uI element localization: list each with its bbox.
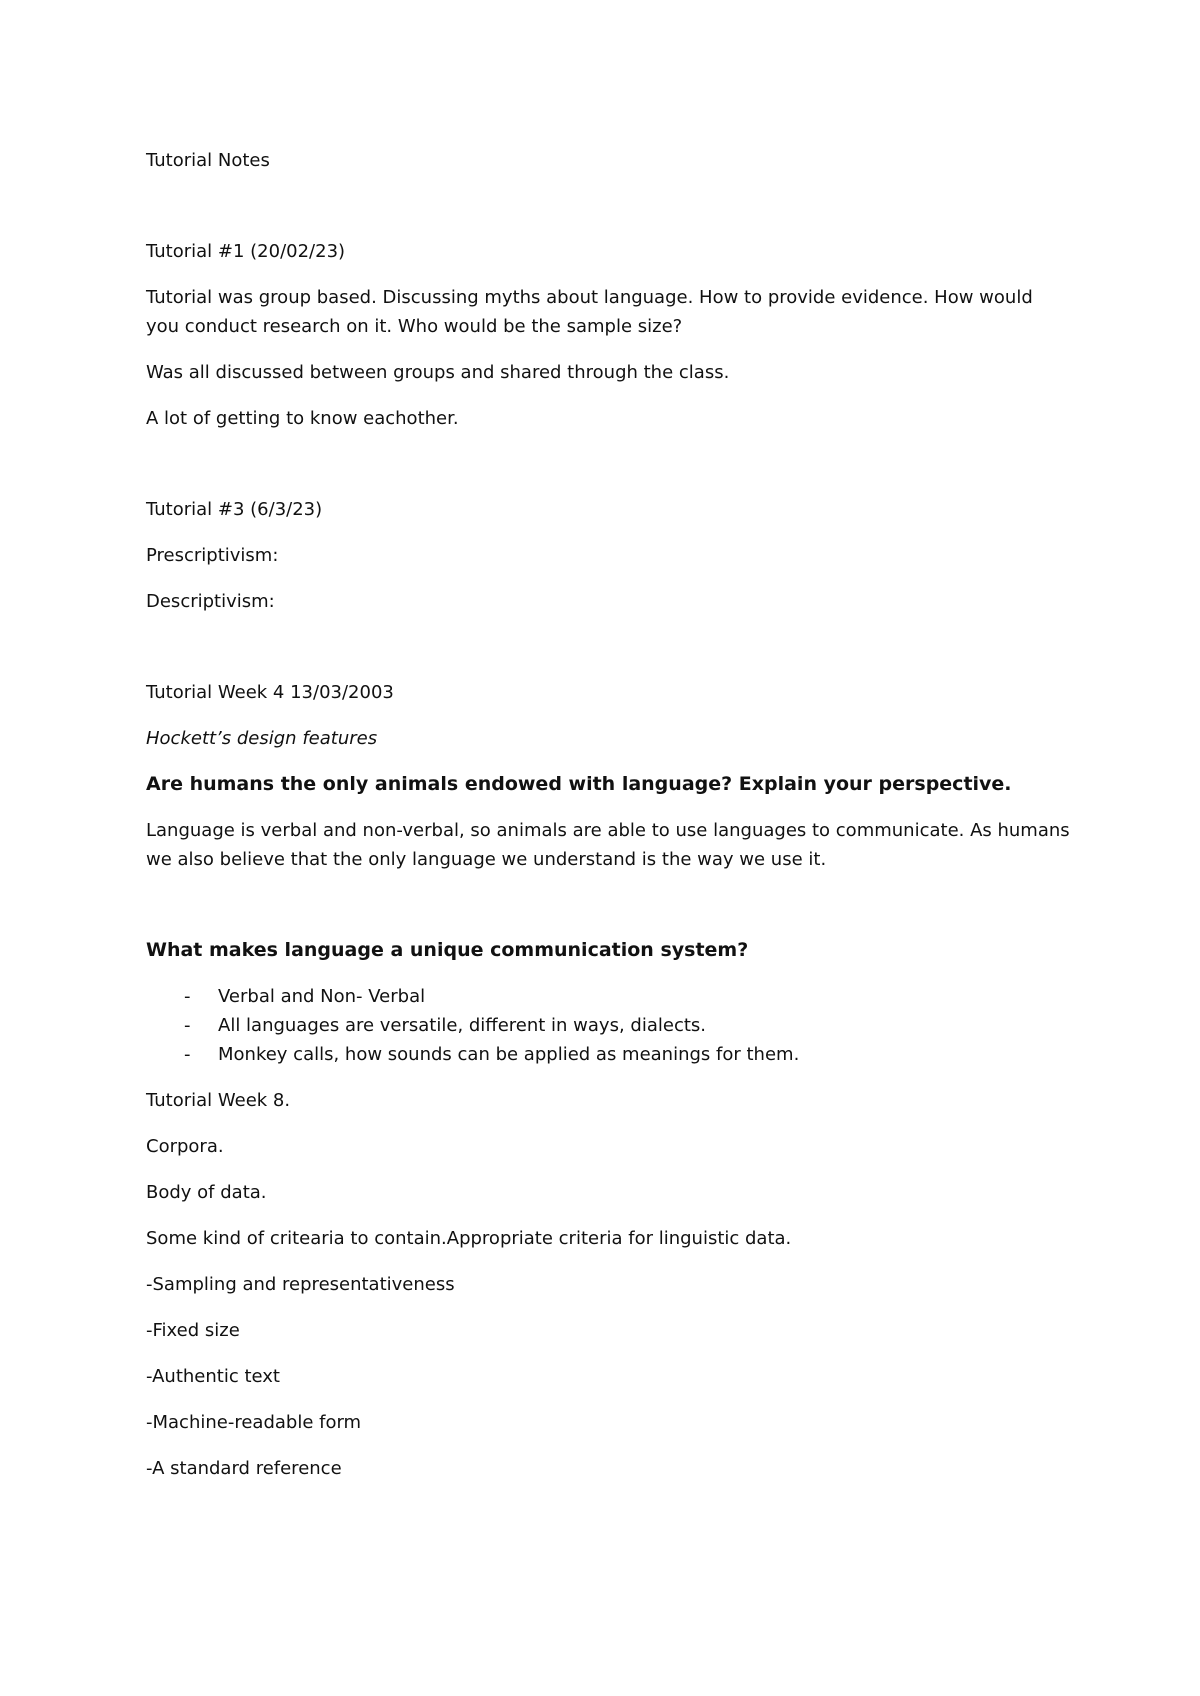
week-4-heading: Tutorial Week 4 13/03/2003 [146,682,394,703]
week-8-line: Body of data. [146,1182,267,1203]
week-4-question: What makes language a unique communication system? [146,939,749,961]
week-4-subheading: Hockett’s design features [146,728,378,749]
criteria-item: -Sampling and representativeness [146,1274,455,1295]
list-item: Verbal and Non- Verbal [218,986,426,1007]
document-title: Tutorial Notes [146,150,270,171]
tutorial-1-paragraph: Was all discussed between groups and shared through the class. [146,362,730,383]
tutorial-3-heading: Tutorial #3 (6/3/23) [146,499,323,520]
bullet-marker: - [184,1044,191,1065]
criteria-item: -A standard reference [146,1458,342,1479]
criteria-item: -Fixed size [146,1320,240,1341]
list-item: Monkey calls, how sounds can be applied as meanings for them. [218,1044,800,1065]
tutorial-1-heading: Tutorial #1 (20/02/23) [146,241,346,262]
tutorial-3-item: Prescriptivism: [146,545,279,566]
bullet-marker: - [184,1015,191,1036]
criteria-item: -Authentic text [146,1366,280,1387]
bullet-marker: - [184,986,191,1007]
week-8-heading: Tutorial Week 8. [146,1090,291,1111]
criteria-item: -Machine-readable form [146,1412,362,1433]
list-item: All languages are versatile, different in ways, dialects. [218,1015,706,1036]
week-4-answer-line: Language is verbal and non-verbal, so animals are able to use languages to communicate. As humans [146,820,1070,841]
tutorial-1-paragraph-line: Tutorial was group based. Discussing myths about language. How to provide evidence. How would [146,287,1033,308]
week-4-question: Are humans the only animals endowed with language? Explain your perspective. [146,773,1012,795]
tutorial-1-paragraph-line: you conduct research on it. Who would be the sample size? [146,316,683,337]
week-8-line: Some kind of critearia to contain.Appropriate criteria for linguistic data. [146,1228,792,1249]
tutorial-3-item: Descriptivism: [146,591,275,612]
week-8-line: Corpora. [146,1136,224,1157]
week-4-answer-line: we also believe that the only language we understand is the way we use it. [146,849,827,870]
tutorial-1-paragraph: A lot of getting to know eachother. [146,408,459,429]
